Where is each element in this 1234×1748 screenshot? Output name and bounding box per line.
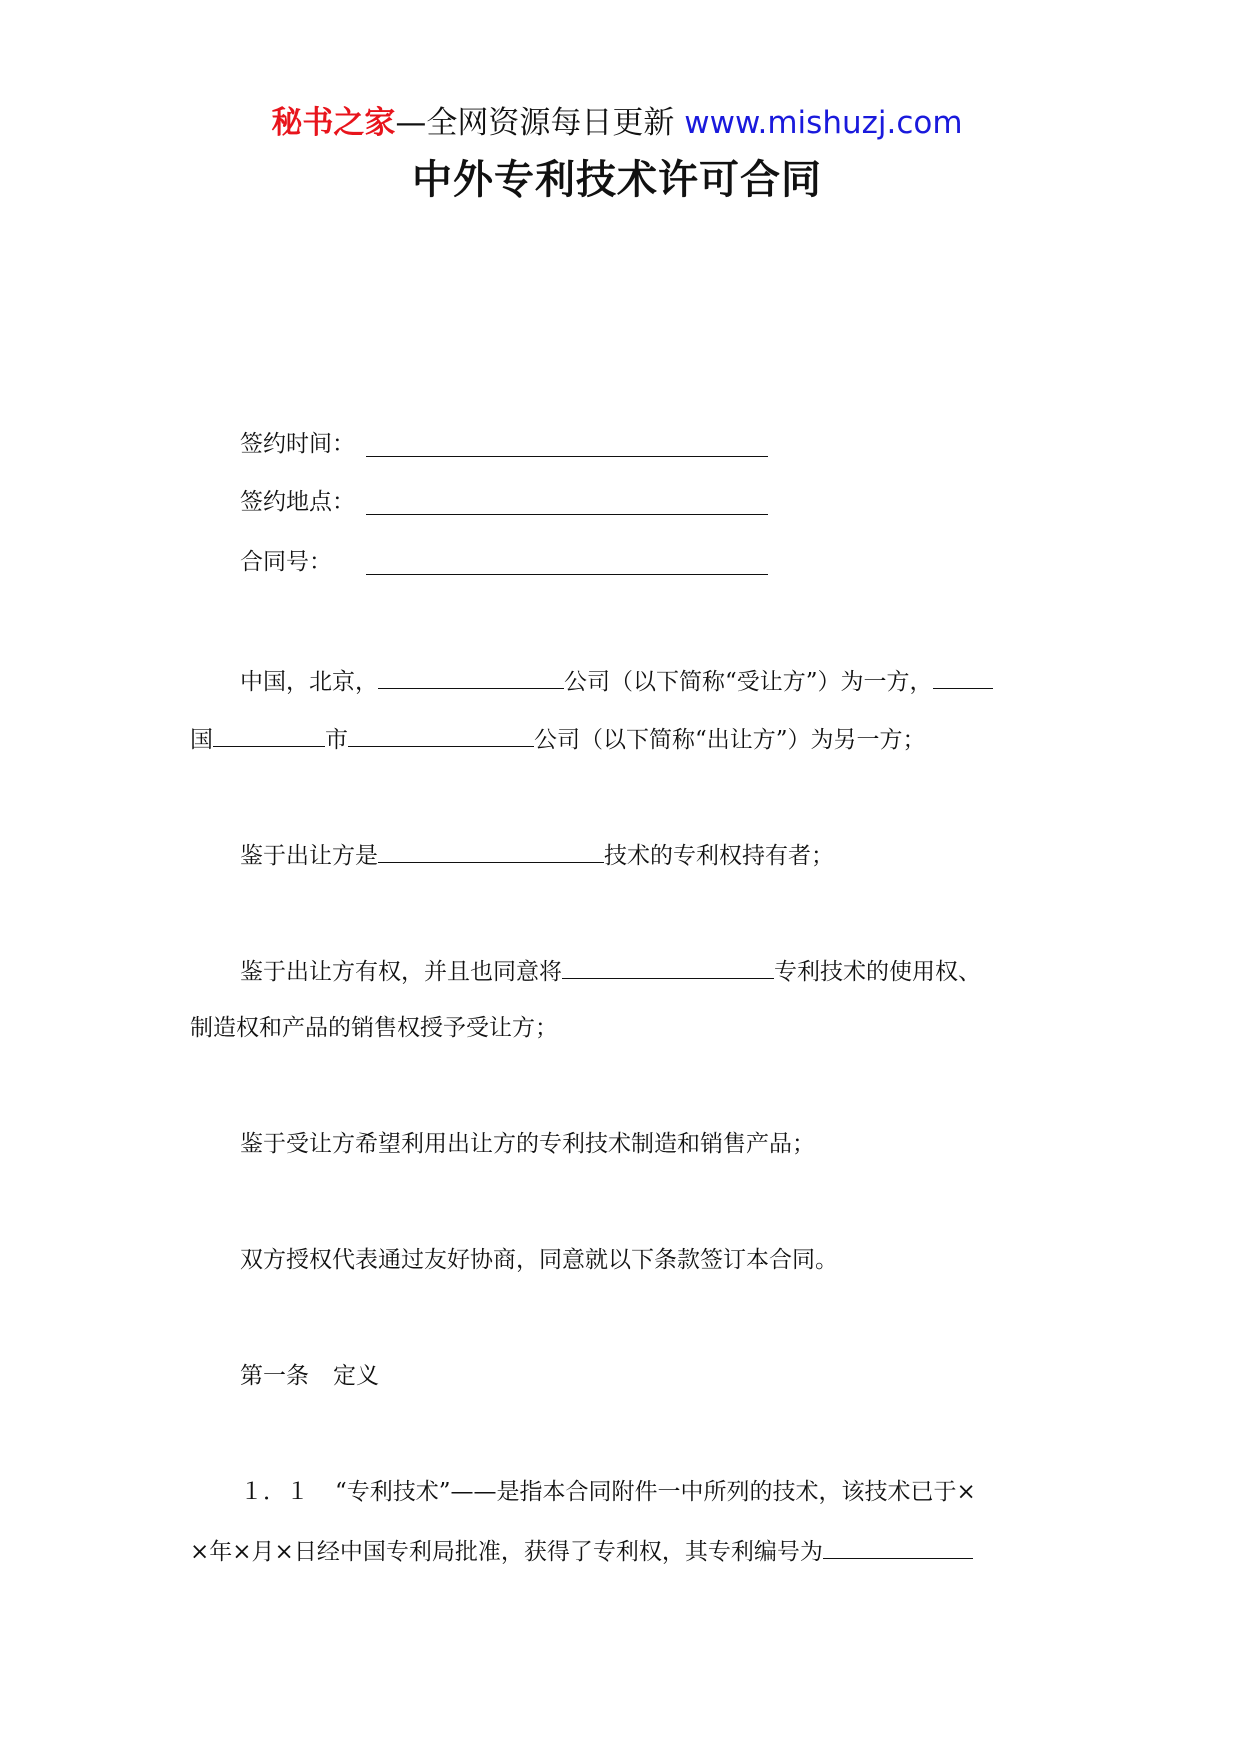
party-line-1: [240, 664, 993, 698]
site-url[interactable]: www.mishuzj.com: [684, 105, 963, 141]
technology-blank: [378, 838, 604, 863]
clause-text: “专利技术”——是指本合同附件一中所列的技术，该技术已于×: [335, 1479, 976, 1505]
party-text: 国: [190, 727, 213, 753]
whereas-clause-2: [240, 954, 981, 988]
brand-name: 秘书之家: [271, 105, 396, 141]
clause-text: 鉴于出让方是: [240, 843, 378, 869]
whereas-clause-1: [240, 838, 834, 872]
patent-number-blank: [823, 1534, 973, 1559]
company-blank: [348, 722, 534, 747]
clause-number: １．１: [240, 1479, 309, 1505]
site-header: [0, 102, 1234, 144]
contract-number-blank: [366, 574, 768, 575]
clause-text: 专利技术的使用权、: [774, 959, 981, 985]
whereas-clause-3: 鉴于受让方希望利用出让方的专利技术制造和销售产品；: [240, 1131, 815, 1157]
article-number: 第一条: [240, 1363, 309, 1389]
article-title: 定义: [333, 1363, 379, 1389]
country-blank: [213, 722, 325, 747]
contract-number-label: 合同号：: [240, 549, 332, 575]
signing-place-blank: [366, 514, 768, 515]
clause-text: 技术的专利权持有者；: [604, 843, 834, 869]
clause-1-1: [240, 1476, 976, 1508]
company-blank: [378, 664, 564, 689]
party-text: 公司（以下简称“出让方”）为另一方；: [534, 727, 926, 753]
article-heading: [240, 1360, 379, 1392]
party-line-2: [190, 722, 926, 756]
signing-time-blank: [366, 456, 768, 457]
agreement-statement: 双方授权代表通过友好协商，同意就以下条款签订本合同。: [240, 1247, 838, 1273]
country-blank: [933, 664, 993, 689]
party-text: 市: [325, 727, 348, 753]
header-slogan: —全网资源每日更新: [395, 105, 675, 141]
clause-text: 鉴于出让方有权，并且也同意将: [240, 959, 562, 985]
clause-text: ×年×月×日经中国专利局批准，获得了专利权，其专利编号为: [190, 1539, 823, 1565]
clause-1-1-cont: [190, 1534, 973, 1568]
document-title: 中外专利技术许可合同: [412, 157, 822, 203]
whereas-clause-2-cont: 制造权和产品的销售权授予受让方；: [190, 1015, 558, 1041]
party-text: 公司（以下简称“受让方”）为一方，: [564, 669, 933, 695]
technology-blank: [562, 954, 774, 979]
signing-time-label: 签约时间：: [240, 431, 355, 457]
signing-place-label: 签约地点：: [240, 489, 355, 515]
party-text: 中国，北京，: [240, 669, 378, 695]
